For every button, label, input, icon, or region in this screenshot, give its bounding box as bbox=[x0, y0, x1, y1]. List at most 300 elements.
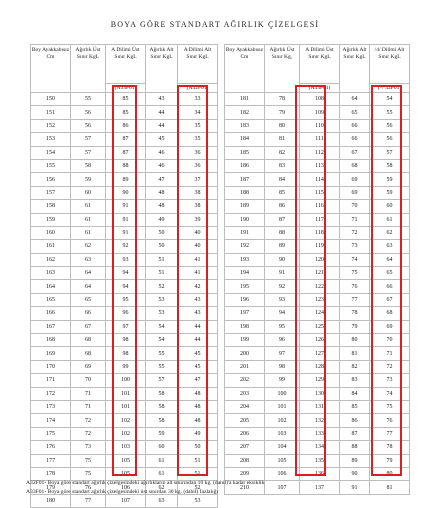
table-cell: 85 bbox=[340, 400, 370, 413]
table-cell: 165 bbox=[31, 293, 71, 306]
table-cell: 154 bbox=[31, 146, 71, 159]
table-cell: 61 bbox=[71, 226, 106, 239]
table-cell: 97 bbox=[106, 320, 146, 333]
highlight-box-a-dilimi-ust-left bbox=[112, 85, 137, 476]
highlight-box-a-dilimi-alt-right bbox=[371, 85, 402, 476]
table-cell: 155 bbox=[31, 159, 71, 172]
table-cell: 68 bbox=[340, 159, 370, 172]
table-cell: 105 bbox=[265, 454, 300, 467]
table-cell: 87 bbox=[340, 427, 370, 440]
table-cell: 65 bbox=[340, 106, 370, 119]
table-cell: 83 bbox=[265, 159, 300, 172]
table-cell: 75 bbox=[370, 400, 410, 413]
table-cell: 135 bbox=[300, 454, 340, 467]
table-cell: 87 bbox=[106, 133, 146, 146]
table-cell: 89 bbox=[340, 454, 370, 467]
table-cell: 99 bbox=[265, 374, 300, 387]
table-cell: 95 bbox=[265, 320, 300, 333]
table-cell: 66 bbox=[340, 133, 370, 146]
table-cell: 73 bbox=[340, 240, 370, 253]
table-cell: 62 bbox=[71, 240, 106, 253]
table-cell: 94 bbox=[106, 267, 146, 280]
table-cell: 85 bbox=[106, 106, 146, 119]
table-cell: 151 bbox=[31, 106, 71, 119]
table-cell: 150 bbox=[31, 93, 71, 106]
table-cell: 73 bbox=[71, 441, 106, 454]
table-cell: 60 bbox=[71, 186, 106, 199]
table-cell: 202 bbox=[225, 374, 265, 387]
table-cell: 48 bbox=[146, 186, 178, 199]
table-cell: 160 bbox=[31, 226, 71, 239]
footnote: A32F01- Boya göre standart ağırlık çizelgesindeki ağırlıkların alt sınırından 10 kg. (dahil)'a kadar eksiklik bbox=[26, 480, 265, 486]
table-cell: 48 bbox=[178, 414, 218, 427]
table-cell: 153 bbox=[31, 133, 71, 146]
table-cell: 106 bbox=[106, 481, 146, 494]
table-cell: 172 bbox=[31, 387, 71, 400]
table-cell: 204 bbox=[225, 400, 265, 413]
table-cell: 58 bbox=[146, 387, 178, 400]
table-cell: 48 bbox=[178, 387, 218, 400]
table-cell: 42 bbox=[178, 280, 218, 293]
table-cell: 61 bbox=[370, 213, 410, 226]
table-cell: 93 bbox=[265, 293, 300, 306]
table-cell: 166 bbox=[31, 307, 71, 320]
table-cell: 68 bbox=[370, 307, 410, 320]
table-cell: 90 bbox=[265, 253, 300, 266]
table-cell: 167 bbox=[31, 320, 71, 333]
table-cell: 203 bbox=[225, 387, 265, 400]
table-cell: 63 bbox=[146, 494, 178, 507]
table-cell: 41 bbox=[178, 253, 218, 266]
table-cell: 85 bbox=[265, 186, 300, 199]
page-title: BOYA GÖRE STANDART AĞIRLIK ÇİZELGESİ bbox=[110, 20, 320, 29]
table-cell: 78 bbox=[265, 93, 300, 106]
table-row bbox=[31, 494, 218, 507]
table-cell: 169 bbox=[31, 347, 71, 360]
highlight-box-a-dilimi-ust-right bbox=[295, 85, 326, 476]
table-cell: 55 bbox=[146, 360, 178, 373]
table-cell: 183 bbox=[225, 119, 265, 132]
table-cell: 79 bbox=[340, 320, 370, 333]
table-cell: 90 bbox=[340, 467, 370, 480]
table-cell: 52 bbox=[146, 280, 178, 293]
table-cell: 84 bbox=[340, 387, 370, 400]
table-cell: 49 bbox=[146, 213, 178, 226]
table-cell: 71 bbox=[71, 400, 106, 413]
column-header bbox=[31, 45, 71, 93]
table-cell: 90 bbox=[106, 186, 146, 199]
table-cell: 112 bbox=[300, 146, 340, 159]
table-cell: 101 bbox=[106, 387, 146, 400]
table-cell: 54 bbox=[370, 93, 410, 106]
table-cell: 66 bbox=[71, 307, 106, 320]
table-cell: 133 bbox=[300, 427, 340, 440]
table-cell: 162 bbox=[31, 253, 71, 266]
table-cell: 91 bbox=[106, 200, 146, 213]
table-cell: 181 bbox=[225, 93, 265, 106]
table-cell: 59 bbox=[370, 186, 410, 199]
table-cell: 50 bbox=[146, 240, 178, 253]
table-cell: 72 bbox=[340, 226, 370, 239]
header-cell bbox=[225, 45, 264, 92]
table-cell: 53 bbox=[146, 293, 178, 306]
table-cell: 185 bbox=[225, 146, 265, 159]
table-cell: 86 bbox=[340, 414, 370, 427]
table-cell: 110 bbox=[300, 119, 340, 132]
table-cell: 60 bbox=[370, 200, 410, 213]
table-cell: 176 bbox=[31, 441, 71, 454]
table-cell: 71 bbox=[340, 213, 370, 226]
table-cell: 152 bbox=[31, 119, 71, 132]
header-label: A Dilimi Üst Sınır KgL bbox=[111, 47, 140, 60]
table-cell: 103 bbox=[106, 441, 146, 454]
table-cell: 173 bbox=[31, 400, 71, 413]
header-code: (/\*32F01) bbox=[370, 83, 409, 92]
table-cell: 58 bbox=[370, 159, 410, 172]
table-cell: 108 bbox=[300, 93, 340, 106]
table-cell: 191 bbox=[225, 226, 265, 239]
table-cell: 98 bbox=[265, 360, 300, 373]
table-cell: 91 bbox=[106, 226, 146, 239]
table-cell: 201 bbox=[225, 360, 265, 373]
table-cell: 78 bbox=[370, 441, 410, 454]
table-cell: 69 bbox=[370, 320, 410, 333]
table-cell: 130 bbox=[300, 387, 340, 400]
table-cell: 81 bbox=[340, 347, 370, 360]
table-cell: 105 bbox=[106, 467, 146, 480]
header-label: Boy Ayakkabısız Cm bbox=[225, 47, 264, 60]
table-cell: 98 bbox=[106, 347, 146, 360]
table-cell: 54 bbox=[146, 334, 178, 347]
table-cell: 197 bbox=[225, 307, 265, 320]
table-cell: 77 bbox=[370, 427, 410, 440]
table-cell: 187 bbox=[225, 173, 265, 186]
table-cell: 67 bbox=[370, 293, 410, 306]
table-cell: 71 bbox=[370, 347, 410, 360]
table-cell: 122 bbox=[300, 280, 340, 293]
table-cell: 178 bbox=[31, 467, 71, 480]
table-cell: 58 bbox=[71, 159, 106, 172]
table-cell: 86 bbox=[106, 119, 146, 132]
table-cell: 61 bbox=[71, 200, 106, 213]
table-cell: 111 bbox=[300, 133, 340, 146]
table-cell: 121 bbox=[300, 267, 340, 280]
header-cell bbox=[265, 45, 299, 92]
table-cell: 68 bbox=[71, 347, 106, 360]
table-cell: 74 bbox=[340, 253, 370, 266]
table-cell: 71 bbox=[71, 387, 106, 400]
header-code: (A33F01) bbox=[300, 83, 339, 92]
table-cell: 186 bbox=[225, 159, 265, 172]
header-label: A Dilimi Alt Sınır KgL bbox=[183, 47, 212, 60]
table-cell: 61 bbox=[71, 213, 106, 226]
table-cell: 163 bbox=[31, 267, 71, 280]
table-cell: 134 bbox=[300, 441, 340, 454]
table-cell: 88 bbox=[265, 226, 300, 239]
table-cell: 87 bbox=[106, 146, 146, 159]
table-cell: 55 bbox=[146, 347, 178, 360]
table-cell: 69 bbox=[340, 173, 370, 186]
table-cell: 51 bbox=[178, 454, 218, 467]
table-cell: 46 bbox=[146, 159, 178, 172]
table-cell: 36 bbox=[178, 146, 218, 159]
table-cell: 102 bbox=[265, 414, 300, 427]
table-cell: 57 bbox=[370, 146, 410, 159]
table-cell: 64 bbox=[370, 253, 410, 266]
table-cell: 70 bbox=[340, 200, 370, 213]
table-cell: 164 bbox=[31, 280, 71, 293]
table-cell: 177 bbox=[31, 454, 71, 467]
table-cell: 192 bbox=[225, 240, 265, 253]
table-cell: 50 bbox=[178, 441, 218, 454]
table-cell: 194 bbox=[225, 267, 265, 280]
table-cell: 157 bbox=[31, 186, 71, 199]
table-cell: 184 bbox=[225, 133, 265, 146]
table-cell: 131 bbox=[300, 400, 340, 413]
table-cell: 81 bbox=[370, 481, 410, 494]
header-label: Boy Ayakkabısız Cm bbox=[31, 47, 70, 60]
table-cell: 161 bbox=[31, 240, 71, 253]
table-cell: 37 bbox=[178, 173, 218, 186]
table-cell: 51 bbox=[146, 253, 178, 266]
table-cell: 57 bbox=[71, 133, 106, 146]
table-cell: 44 bbox=[178, 320, 218, 333]
column-header bbox=[146, 45, 178, 93]
table-cell: 64 bbox=[71, 280, 106, 293]
table-cell: 53 bbox=[146, 307, 178, 320]
table-cell: 207 bbox=[225, 441, 265, 454]
table-cell: 41 bbox=[178, 267, 218, 280]
table-cell: 96 bbox=[106, 307, 146, 320]
table-cell: 86 bbox=[265, 200, 300, 213]
table-cell: 104 bbox=[265, 441, 300, 454]
table-cell: 62 bbox=[146, 481, 178, 494]
table-cell: 118 bbox=[300, 226, 340, 239]
table-cell: 44 bbox=[178, 334, 218, 347]
table-cell: 119 bbox=[300, 240, 340, 253]
table-cell: 115 bbox=[300, 186, 340, 199]
footnote: A33F01- Boya göre standart ağırlık çizelgesindeki üst sınırdan 30 kg. (dahil) fazlalığı bbox=[26, 489, 219, 495]
table-cell: 61 bbox=[146, 467, 178, 480]
table-cell: 56 bbox=[71, 106, 106, 119]
table-cell: 38 bbox=[178, 186, 218, 199]
table-cell: 208 bbox=[225, 454, 265, 467]
header-code: (A32F01) bbox=[178, 83, 217, 92]
header-label: Ağırlık Üst Sınır Kg, bbox=[269, 47, 295, 60]
table-cell: 64 bbox=[340, 93, 370, 106]
table-cell: 56 bbox=[370, 133, 410, 146]
table-cell: 55 bbox=[71, 93, 106, 106]
table-cell: 89 bbox=[106, 173, 146, 186]
table-cell: 100 bbox=[106, 374, 146, 387]
table-cell: 67 bbox=[71, 320, 106, 333]
table-cell: 88 bbox=[340, 441, 370, 454]
table-cell: 67 bbox=[340, 146, 370, 159]
table-cell: 137 bbox=[300, 481, 340, 494]
table-cell: 80 bbox=[340, 334, 370, 347]
table-cell: 91 bbox=[265, 267, 300, 280]
table-cell: 61 bbox=[146, 454, 178, 467]
table-cell: 52 bbox=[178, 481, 218, 494]
table-cell: 70 bbox=[71, 374, 106, 387]
table-cell: 80 bbox=[370, 467, 410, 480]
table-cell: 60 bbox=[146, 441, 178, 454]
table-cell: 59 bbox=[370, 173, 410, 186]
table-cell: 39 bbox=[178, 213, 218, 226]
table-cell: 76 bbox=[370, 414, 410, 427]
header-label: A Dilimi Üst Sınır KgL bbox=[305, 47, 334, 60]
table-cell: 102 bbox=[106, 427, 146, 440]
table-cell: 124 bbox=[300, 307, 340, 320]
table-cell: 89 bbox=[265, 240, 300, 253]
highlight-box-a-dilimi-alt-left bbox=[177, 85, 208, 476]
table-cell: 101 bbox=[106, 400, 146, 413]
table-cell: 43 bbox=[178, 293, 218, 306]
table-cell: 36 bbox=[178, 159, 218, 172]
table-cell: 205 bbox=[225, 414, 265, 427]
table-cell: 57 bbox=[146, 374, 178, 387]
table-cell: 132 bbox=[300, 414, 340, 427]
table-cell: 94 bbox=[265, 307, 300, 320]
table-cell: 35 bbox=[178, 133, 218, 146]
table-cell: 49 bbox=[178, 427, 218, 440]
table-cell: 66 bbox=[370, 280, 410, 293]
table-cell: 127 bbox=[300, 347, 340, 360]
table-cell: 50 bbox=[146, 226, 178, 239]
table-cell: 77 bbox=[71, 494, 106, 507]
table-cell: 51 bbox=[146, 267, 178, 280]
table-cell: 94 bbox=[106, 280, 146, 293]
table-cell: 83 bbox=[340, 374, 370, 387]
table-cell: 58 bbox=[146, 414, 178, 427]
table-cell: 78 bbox=[340, 307, 370, 320]
table-cell: 55 bbox=[370, 106, 410, 119]
table-cell: 105 bbox=[106, 454, 146, 467]
table-cell: 79 bbox=[370, 454, 410, 467]
table-cell: 82 bbox=[265, 146, 300, 159]
table-cell: 114 bbox=[300, 173, 340, 186]
column-header bbox=[225, 45, 265, 93]
table-cell: 56 bbox=[370, 119, 410, 132]
table-cell: 51 bbox=[178, 467, 218, 480]
table-cell: 57 bbox=[71, 146, 106, 159]
table-cell: 97 bbox=[265, 347, 300, 360]
table-cell: 64 bbox=[71, 267, 106, 280]
table-cell: 113 bbox=[300, 159, 340, 172]
table-cell: 209 bbox=[225, 467, 265, 480]
table-cell: 100 bbox=[265, 387, 300, 400]
table-cell: 98 bbox=[106, 334, 146, 347]
table-cell: 156 bbox=[31, 173, 71, 186]
table-cell: 93 bbox=[106, 253, 146, 266]
table-cell: 81 bbox=[265, 133, 300, 146]
table-cell: 56 bbox=[71, 119, 106, 132]
table-cell: 199 bbox=[225, 334, 265, 347]
table-cell: 99 bbox=[106, 360, 146, 373]
table-cell: 33 bbox=[178, 93, 218, 106]
table-cell: 175 bbox=[31, 427, 71, 440]
column-header bbox=[71, 45, 106, 93]
table-cell: 53 bbox=[178, 494, 218, 507]
table-cell: 80 bbox=[265, 119, 300, 132]
table-cell: 40 bbox=[178, 226, 218, 239]
table-cell: 46 bbox=[146, 146, 178, 159]
header-cell bbox=[31, 45, 70, 92]
table-cell: 48 bbox=[146, 200, 178, 213]
table-cell: 96 bbox=[265, 334, 300, 347]
table-cell: 107 bbox=[265, 481, 300, 494]
table-cell: 69 bbox=[340, 186, 370, 199]
table-cell: 82 bbox=[340, 360, 370, 373]
table-cell: 75 bbox=[340, 267, 370, 280]
table-cell: 48 bbox=[178, 400, 218, 413]
table-cell: 47 bbox=[178, 374, 218, 387]
table-cell: 189 bbox=[225, 200, 265, 213]
table-cell: 103 bbox=[265, 427, 300, 440]
table-cell: 91 bbox=[106, 213, 146, 226]
table-cell: 62 bbox=[370, 226, 410, 239]
table-cell: 72 bbox=[71, 427, 106, 440]
table-cell: 43 bbox=[146, 93, 178, 106]
table-cell: 70 bbox=[370, 334, 410, 347]
header-label: Ağırlık Alt Sınır KgL bbox=[342, 47, 367, 60]
table-cell: 206 bbox=[225, 427, 265, 440]
header-label: Ağırlık Üst Sınır KgL bbox=[75, 47, 101, 60]
table-cell: 44 bbox=[146, 106, 178, 119]
table-cell: 40 bbox=[178, 240, 218, 253]
table-cell: 188 bbox=[225, 186, 265, 199]
table-cell: 158 bbox=[31, 200, 71, 213]
table-cell: 117 bbox=[300, 213, 340, 226]
table-cell: 45 bbox=[178, 360, 218, 373]
table-cell: 54 bbox=[146, 320, 178, 333]
table-cell: 168 bbox=[31, 334, 71, 347]
table-cell: 123 bbox=[300, 293, 340, 306]
column-header bbox=[340, 45, 370, 93]
table-cell: 88 bbox=[106, 159, 146, 172]
table-cell: 196 bbox=[225, 293, 265, 306]
header-code: (A33F01) bbox=[106, 83, 145, 92]
table-cell: 102 bbox=[106, 414, 146, 427]
table-cell: 69 bbox=[71, 360, 106, 373]
table-cell: 101 bbox=[265, 400, 300, 413]
header-cell bbox=[71, 45, 105, 92]
table-cell: 195 bbox=[225, 280, 265, 293]
table-cell: 77 bbox=[340, 293, 370, 306]
header-cell bbox=[340, 45, 369, 92]
table-cell: 43 bbox=[178, 307, 218, 320]
table-cell: 79 bbox=[265, 106, 300, 119]
table-cell: 171 bbox=[31, 374, 71, 387]
table-cell: 125 bbox=[300, 320, 340, 333]
header-cell bbox=[146, 45, 177, 92]
table-cell: 85 bbox=[106, 93, 146, 106]
header-label: /4/ Dilimi Alt Sınır KgL bbox=[374, 47, 405, 60]
table-cell: 87 bbox=[265, 213, 300, 226]
table-cell: 91 bbox=[340, 481, 370, 494]
table-cell: 65 bbox=[370, 267, 410, 280]
table-cell: 75 bbox=[71, 454, 106, 467]
table-cell: 198 bbox=[225, 320, 265, 333]
table-cell: 58 bbox=[146, 400, 178, 413]
table-cell: 76 bbox=[340, 280, 370, 293]
table-cell: 75 bbox=[71, 467, 106, 480]
table-cell: 190 bbox=[225, 213, 265, 226]
table-cell: 193 bbox=[225, 253, 265, 266]
table-cell: 92 bbox=[265, 280, 300, 293]
table-cell: 84 bbox=[265, 173, 300, 186]
table-cell: 107 bbox=[106, 494, 146, 507]
